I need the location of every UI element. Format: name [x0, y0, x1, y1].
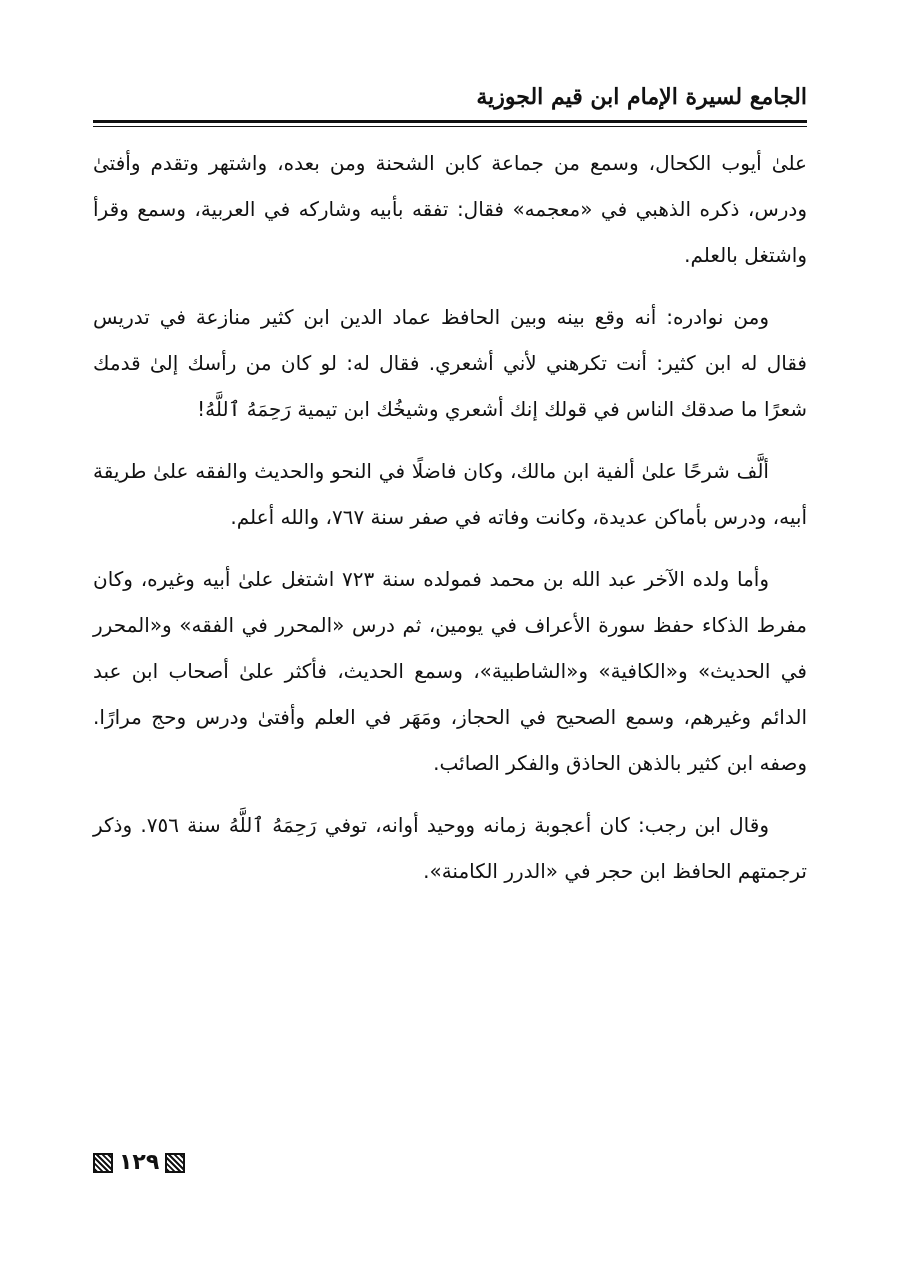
header-rule-thin [93, 126, 807, 127]
paragraph-5: وقال ابن رجب: كان أعجوبة زمانه ووحيد أوانه، توفي رَحِمَهُ ٱللَّهُ سنة ٧٥٦. وذكر ترجمتهم الحافظ ابن حجر في «الدرر الكامنة». [93, 813, 807, 883]
checkered-square-ornament-icon [165, 1153, 185, 1173]
page-number: ١٢٩ [119, 1150, 160, 1175]
header-rule-thick [93, 120, 807, 123]
paragraph-2: ومن نوادره: أنه وقع بينه وبين الحافظ عماد الدين ابن كثير منازعة في تدريس فقال له ابن كثير: أنت تكرهني لأني أشعري. فقال له: لو كان من رأسك إلىٰ قدمك شعرًا ما صدقك الناس في قولك إنك أشعري وشيخُك ابن تيمية رَحِمَهُ ٱللَّهُ! [93, 305, 807, 421]
body-text [93, 140, 807, 910]
paragraph-1: علىٰ أيوب الكحال، وسمع من جماعة كابن الشحنة ومن بعده، واشتهر وتقدم وأفتىٰ ودرس، ذكره الذهبي في «معجمه» فقال: تفقه بأبيه وشاركه في العربية، وسمع وقرأ واشتغل بالعلم. [93, 151, 807, 267]
paragraph-3: ألَّف شرحًا علىٰ ألفية ابن مالك، وكان فاضلًا في النحو والحديث والفقه علىٰ طريقة أبيه، ودرس بأماكن عديدة، وكانت وفاته في صفر سنة ٧٦٧، والله أعلم. [93, 459, 807, 529]
paragraph-4: وأما ولده الآخر عبد الله بن محمد فمولده سنة ٧٢٣ اشتغل علىٰ أبيه وغيره، وكان مفرط الذكاء حفظ سورة الأعراف في يومين، ثم درس «المحرر في الفقه» و«المحرر في الحديث» و«الكافية» و«الشاطبية»، وسمع الحديث، فأكثر علىٰ أصحاب ابن عبد الدائم وغيرهم، وسمع الصحيح في الحجاز، ومَهَر في العلم وأفتىٰ ودرس وحج مرارًا. وصفه ابن كثير بالذهن الحاذق والفكر الصائب. [93, 567, 807, 775]
running-header-title: الجامع لسيرة الإمام ابن قيم الجوزية [476, 84, 807, 110]
checkered-square-ornament-icon [93, 1153, 113, 1173]
page-number-block [93, 1148, 185, 1178]
